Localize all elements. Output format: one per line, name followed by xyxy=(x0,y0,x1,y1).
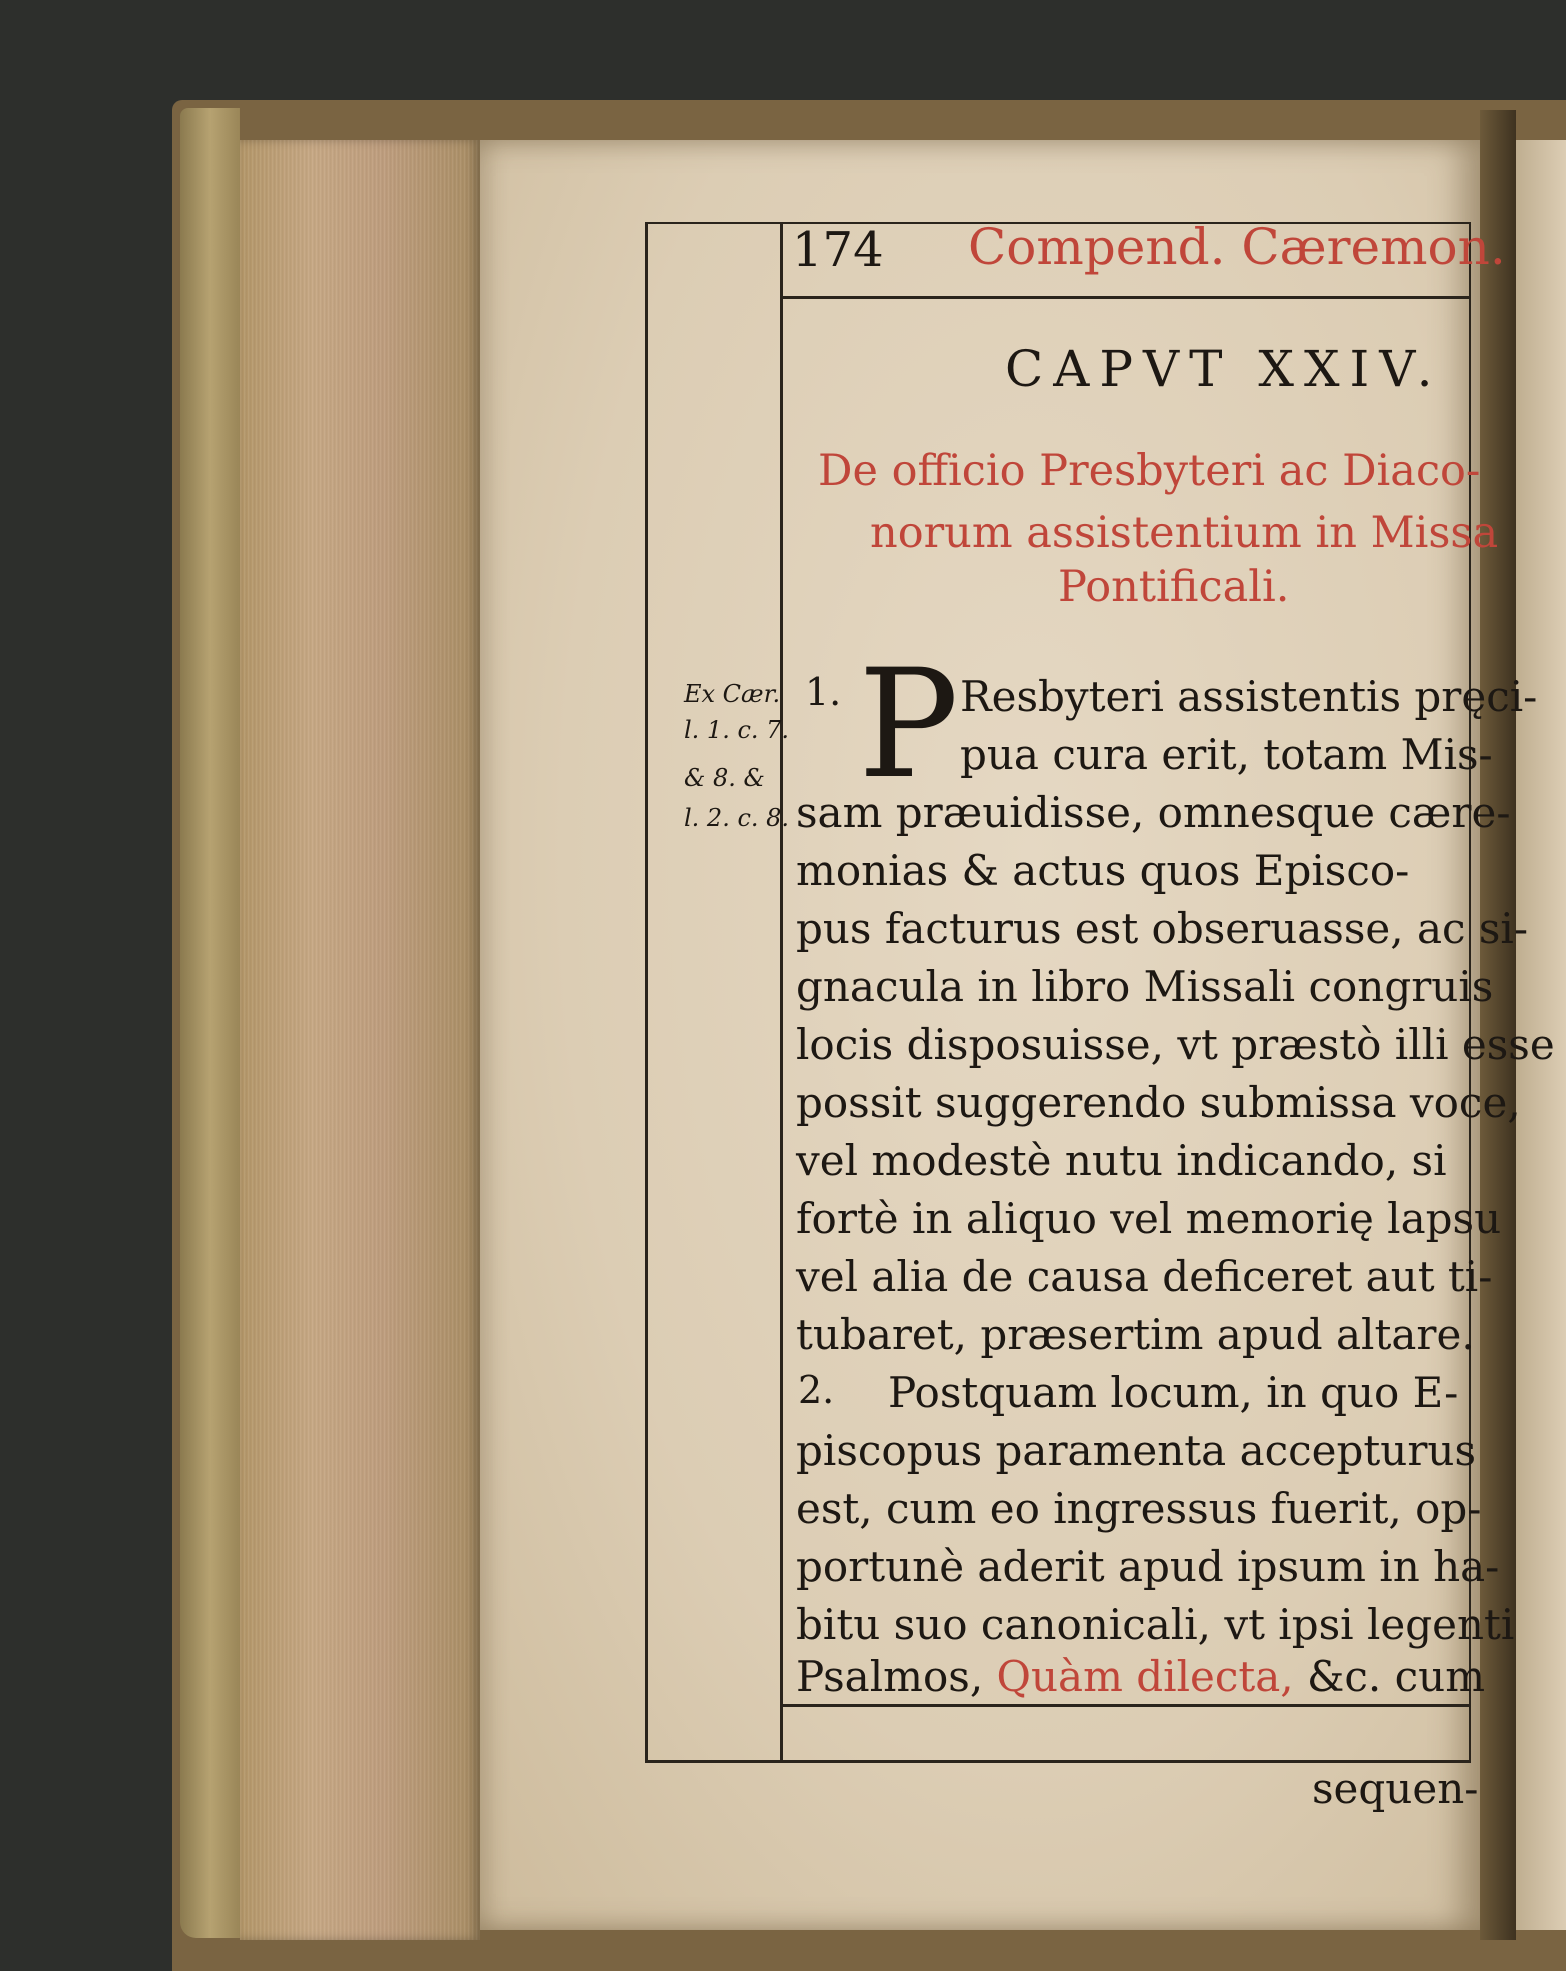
chapter-label: CAPVT XXIV. xyxy=(1005,340,1443,398)
vellum-cover-edge xyxy=(180,108,240,1938)
frame-rule-bottom xyxy=(645,1760,1471,1763)
paragraph-number: 1. xyxy=(805,670,842,714)
body-line: Resbyteri assistentis pręci- xyxy=(960,672,1538,721)
chapter-title-line: norum assistentium in Missa xyxy=(870,508,1499,558)
body-text: &c. cum xyxy=(1307,1652,1486,1701)
margin-note-line: Ex Cær. xyxy=(684,680,781,708)
body-line: fortè in aliquo vel memorię lapsu xyxy=(796,1194,1502,1243)
drop-cap: P xyxy=(858,638,959,812)
paragraph-number: 2. xyxy=(798,1368,835,1412)
chapter-title-line: Pontificali. xyxy=(1058,562,1290,612)
frame-rule-left xyxy=(645,222,648,1762)
body-line: vel alia de causa deficeret aut ti- xyxy=(796,1252,1493,1301)
body-line: locis disposuisse, vt præstò illi esse xyxy=(796,1020,1555,1069)
catchword-rule xyxy=(783,1704,1469,1707)
body-line: est, cum eo ingressus fuerit, op- xyxy=(796,1484,1482,1533)
body-text: Psalmos, xyxy=(796,1652,984,1701)
page-fore-edge xyxy=(240,140,480,1940)
body-line: pus facturus est obseruasse, ac si- xyxy=(796,904,1529,953)
body-line: sam præuidisse, omnesque cære- xyxy=(796,788,1511,837)
chapter-title-line: De officio Presbyteri ac Diaco- xyxy=(818,446,1481,496)
running-title: Compend. Cæremon. xyxy=(968,218,1506,276)
body-line: tubaret, præsertim apud altare. xyxy=(796,1310,1475,1359)
page-number: 174 xyxy=(792,222,884,278)
body-line: pua cura erit, totam Mis- xyxy=(960,730,1493,779)
body-line: piscopus paramenta accepturus xyxy=(796,1426,1476,1475)
body-line: gnacula in libro Missali congruis xyxy=(796,962,1494,1011)
frame-rule-margin xyxy=(780,222,783,1762)
header-rule xyxy=(783,296,1469,299)
body-line: Postquam locum, in quo E- xyxy=(888,1368,1459,1417)
body-line: portunè aderit apud ipsum in ha- xyxy=(796,1542,1500,1591)
psalm-incipit: Quàm dilecta, xyxy=(996,1652,1294,1701)
body-line: bitu suo canonicali, vt ipsi legenti xyxy=(796,1600,1515,1649)
body-line: vel modestè nutu indicando, si xyxy=(796,1136,1447,1185)
margin-note-line: l. 1. c. 7. xyxy=(684,716,790,744)
body-line: possit suggerendo submissa voce, xyxy=(796,1078,1521,1127)
margin-note-line: & 8. & xyxy=(684,764,765,792)
body-line-last xyxy=(796,1652,1485,1701)
body-line: monias & actus quos Episco- xyxy=(796,846,1410,895)
catchword: sequen- xyxy=(1312,1764,1479,1813)
margin-note-line: l. 2. c. 8. xyxy=(684,804,790,832)
